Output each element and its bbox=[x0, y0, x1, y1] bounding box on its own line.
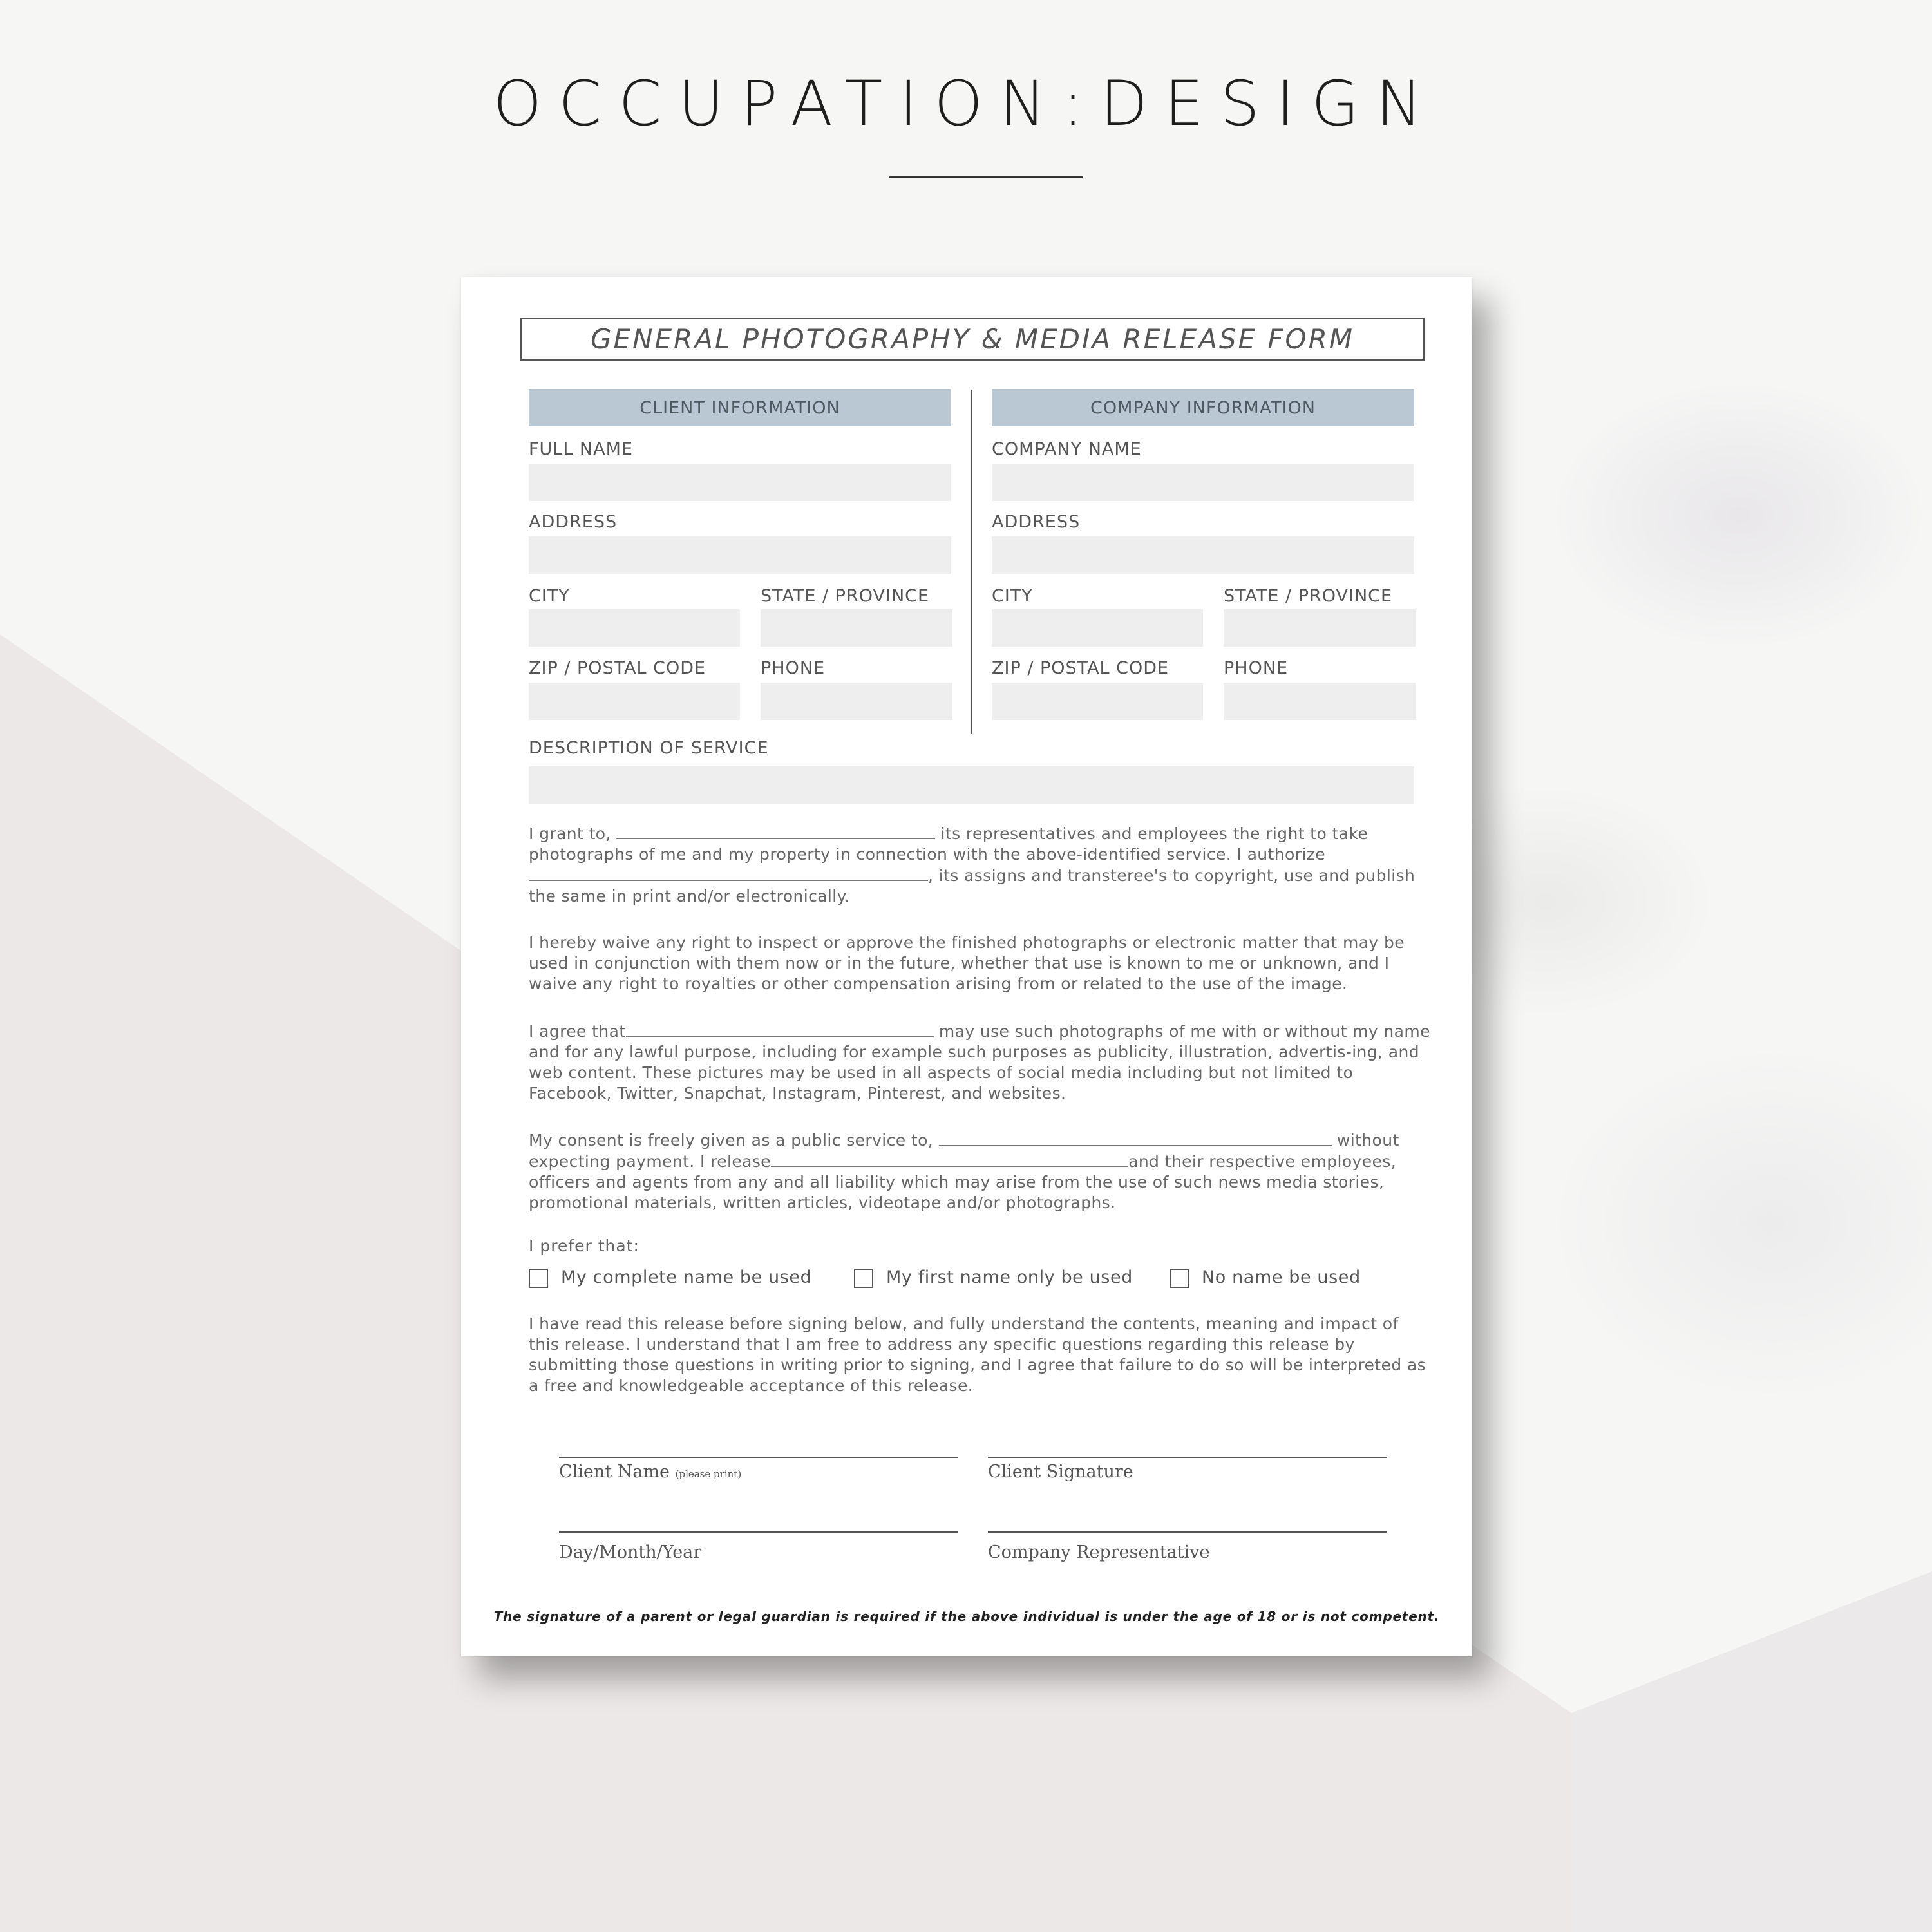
client-info-heading: CLIENT INFORMATION bbox=[529, 389, 951, 426]
company-zip-label: ZIP / POSTAL CODE bbox=[992, 658, 1170, 678]
company-city-label: CITY bbox=[992, 586, 1033, 606]
description-label: DESCRIPTION OF SERVICE bbox=[529, 738, 769, 758]
form-title: GENERAL PHOTOGRAPHY & MEDIA RELEASE FORM bbox=[520, 318, 1425, 361]
consent-paragraph: My consent is freely given as a public service to, without expecting payment. I release and their respective employees, officers and agents from any and all liability which may arise from the use of such news media stories, promotional materials, written articles, videotape and/or photographs. bbox=[529, 1131, 1399, 1212]
client-zip-label: ZIP / POSTAL CODE bbox=[529, 658, 706, 678]
client-signature-line[interactable] bbox=[988, 1457, 1387, 1458]
client-city-field[interactable] bbox=[529, 609, 740, 647]
released-party-blank[interactable] bbox=[771, 1151, 1128, 1167]
grant-paragraph: I grant to, its representatives and employees the right to take photographs of me and my property in connection with the above-identified service. I authorize , its assigns and transteree's to copyright, use and publish the same in print and/or electronically. bbox=[529, 824, 1416, 905]
client-signature-label: Client Signature bbox=[988, 1462, 1133, 1482]
client-name-note: (please print) bbox=[675, 1468, 742, 1480]
release-form-sheet bbox=[461, 277, 1472, 1656]
company-name-label: COMPANY NAME bbox=[992, 439, 1142, 459]
company-info-heading: COMPANY INFORMATION bbox=[992, 389, 1414, 426]
client-phone-label: PHONE bbox=[761, 658, 826, 678]
description-field[interactable] bbox=[529, 766, 1414, 804]
company-state-field[interactable] bbox=[1224, 609, 1416, 647]
client-state-label: STATE / PROVINCE bbox=[761, 586, 930, 606]
complete-name-checkbox[interactable] bbox=[529, 1269, 548, 1288]
client-phone-field[interactable] bbox=[761, 683, 952, 720]
first-name-label: My first name only be used bbox=[886, 1267, 1133, 1287]
company-state-label: STATE / PROVINCE bbox=[1224, 586, 1393, 606]
guardian-footnote: The signature of a parent or legal guardian is required if the above individual is under the age of 18 or is not competent. bbox=[493, 1609, 1440, 1624]
usage-party-blank[interactable] bbox=[626, 1021, 934, 1037]
waiver-paragraph: I hereby waive any right to inspect or approve the finished photographs or electronic matter that may be used in conjunction with them now or in the future, whether that use is known to me or unknown, and I waive any right to royalties or other compensation arising from or related to the use of the image. bbox=[529, 933, 1405, 993]
public-service-blank[interactable] bbox=[939, 1130, 1332, 1146]
no-name-label: No name be used bbox=[1202, 1267, 1361, 1287]
company-rep-label: Company Representative bbox=[988, 1542, 1210, 1562]
company-phone-field[interactable] bbox=[1224, 683, 1416, 720]
grantee-blank[interactable] bbox=[616, 823, 935, 839]
client-full-name-label: FULL NAME bbox=[529, 439, 633, 459]
company-zip-field[interactable] bbox=[992, 683, 1203, 720]
no-name-checkbox[interactable] bbox=[1170, 1269, 1189, 1288]
usage-paragraph: I agree that may use such photographs of me with or without my name and for any lawful purpose, including for example such purposes as publicity, illustration, advertis-ing, and web content. These pictures may be used in all aspects of social media including but not limited to Facebook, Twitter, Snapchat, Instagram, Pinterest, and websites. bbox=[529, 1022, 1430, 1103]
complete-name-label: My complete name be used bbox=[561, 1267, 812, 1287]
company-address-field[interactable] bbox=[992, 536, 1414, 574]
date-label: Day/Month/Year bbox=[559, 1542, 702, 1562]
client-full-name-field[interactable] bbox=[529, 464, 951, 501]
client-name-line[interactable] bbox=[559, 1457, 958, 1458]
company-name-field[interactable] bbox=[992, 464, 1414, 501]
company-city-field[interactable] bbox=[992, 609, 1203, 647]
client-state-field[interactable] bbox=[761, 609, 952, 647]
acknowledgement-paragraph: I have read this release before signing below, and fully understand the contents, meaning and impact of this release. I understand that I am free to address any specific questions regarding this release by submitting those questions in writing prior to signing, and I agree that failure to do so will be interpreted as a free and knowledgeable acceptance of this release. bbox=[529, 1314, 1426, 1395]
column-divider bbox=[971, 390, 972, 734]
brand-title: OCCUPATION:DESIGN bbox=[493, 68, 1439, 140]
authorized-party-blank[interactable] bbox=[529, 865, 928, 881]
company-rep-line[interactable] bbox=[988, 1531, 1387, 1533]
company-address-label: ADDRESS bbox=[992, 512, 1081, 532]
client-address-field[interactable] bbox=[529, 536, 951, 574]
company-phone-label: PHONE bbox=[1224, 658, 1289, 678]
date-line[interactable] bbox=[559, 1531, 958, 1533]
client-city-label: CITY bbox=[529, 586, 570, 606]
client-zip-field[interactable] bbox=[529, 683, 740, 720]
prefer-label: I prefer that: bbox=[529, 1236, 639, 1255]
brand-divider bbox=[889, 176, 1083, 178]
client-name-label: Client Name (please print) bbox=[559, 1462, 742, 1482]
client-address-label: ADDRESS bbox=[529, 512, 618, 532]
first-name-checkbox[interactable] bbox=[854, 1269, 873, 1288]
